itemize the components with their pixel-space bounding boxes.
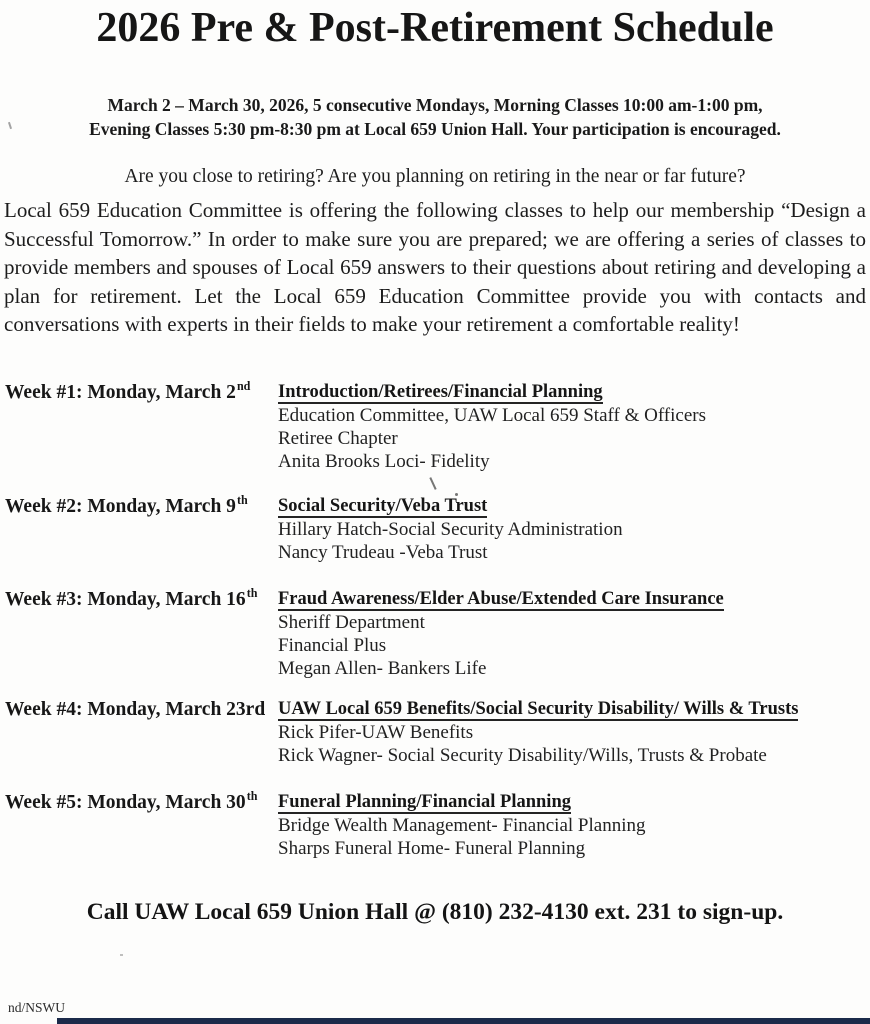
- schedule-row-week1: [5, 381, 870, 473]
- retirement-question: Are you close to retiring? Are you planning on retiring in the near or far future?: [124, 166, 746, 187]
- week5-label-text: Week #5: Monday, March 30: [5, 791, 246, 813]
- week2-date-ordinal: th: [236, 493, 248, 507]
- schedule-row-week3: [5, 588, 870, 680]
- week4-topic-text: UAW Local 659 Benefits/Social Security Disability/ Wills & Trusts: [278, 698, 799, 719]
- page-title: 2026 Pre & Post-Retirement Schedule: [96, 5, 774, 51]
- presenter-line: Rick Pifer-UAW Benefits: [278, 721, 474, 743]
- subtitle-line-1: March 2 – March 30, 2026, 5 consecutive Mondays, Morning Classes 10:00 am-1:00 pm,: [107, 95, 763, 115]
- week1-content: [278, 381, 870, 473]
- week5-content: [278, 791, 870, 860]
- week1-label: [5, 381, 278, 404]
- presenter-line: Financial Plus: [278, 634, 387, 656]
- presenter-line: Retiree Chapter: [278, 427, 398, 449]
- week3-label-text: Week #3: Monday, March 16: [5, 588, 246, 610]
- presenter-line: Rick Wagner- Social Security Disability/Wills, Trusts & Probate: [278, 744, 767, 766]
- subtitle-line-2: Evening Classes 5:30 pm-8:30 pm at Local 659 Union Hall. Your participation is encouraged.: [89, 119, 781, 139]
- intro-paragraph: Local 659 Education Committee is offering the following classes to help our membership “Design a Successful Tomorrow.” In order to make sure you are prepared; we are offering a series of classes to provide members and spouses of Local 659 answers to their questions about retiring and developing a plan for retirement. Let the Local 659 Education Committee provide you with contacts and conversations with experts in their fields to make your retirement a comfortable reality!: [4, 198, 866, 336]
- scan-artifact-speck: [120, 954, 123, 956]
- presenter-line: Education Committee, UAW Local 659 Staff & Officers: [278, 404, 706, 426]
- week1-date-ordinal: nd: [236, 379, 251, 393]
- presenter-line: Sheriff Department: [278, 611, 425, 633]
- week3-content: [278, 588, 870, 680]
- presenter-line: Sharps Funeral Home- Funeral Planning: [278, 837, 586, 859]
- footer-reference-code: nd/NSWU: [8, 1000, 65, 1015]
- week3-label: [5, 588, 278, 611]
- week2-topic: [278, 495, 870, 518]
- week2-label: [5, 495, 278, 518]
- week2-topic-text: Social Security/Veba Trust: [278, 495, 488, 516]
- week5-date-ordinal: th: [246, 789, 258, 803]
- week3-topic-text: Fraud Awareness/Elder Abuse/Extended Care Insurance: [278, 588, 724, 609]
- week3-topic: [278, 588, 870, 611]
- week5-topic-text: Funeral Planning/Financial Planning: [278, 791, 571, 812]
- week1-label-text: Week #1: Monday, March 2: [5, 381, 236, 403]
- scan-artifact-tick: [8, 122, 12, 129]
- schedule-row-week4: [5, 698, 870, 767]
- week4-content: [278, 698, 870, 767]
- call-to-action: Call UAW Local 659 Union Hall @ (810) 232-4130 ext. 231 to sign-up.: [86, 898, 784, 925]
- week5-label: [5, 791, 278, 814]
- week4-topic: [278, 698, 870, 721]
- week4-label-text: Week #4: Monday, March 23rd: [5, 698, 266, 720]
- scan-artifact-dot: [455, 493, 458, 496]
- week1-topic: [278, 381, 870, 404]
- week5-topic: [278, 791, 870, 814]
- presenter-line: Bridge Wealth Management- Financial Planning: [278, 814, 646, 836]
- schedule-row-week5: [5, 791, 870, 860]
- week2-label-text: Week #2: Monday, March 9: [5, 495, 236, 517]
- schedule-row-week2: [5, 495, 870, 564]
- schedule-list: [0, 381, 870, 860]
- week4-label: [5, 698, 278, 721]
- presenter-line: Anita Brooks Loci- Fidelity: [278, 450, 490, 472]
- presenter-line: Hillary Hatch-Social Security Administration: [278, 518, 623, 540]
- week3-date-ordinal: th: [246, 586, 258, 600]
- presenter-line: Nancy Trudeau -Veba Trust: [278, 541, 488, 563]
- schedule-subtitle: [20, 93, 850, 141]
- week1-topic-text: Introduction/Retirees/Financial Planning: [278, 381, 603, 402]
- week2-content: [278, 495, 870, 564]
- scan-edge-bar: [57, 1018, 870, 1024]
- presenter-line: Megan Allen- Bankers Life: [278, 657, 487, 679]
